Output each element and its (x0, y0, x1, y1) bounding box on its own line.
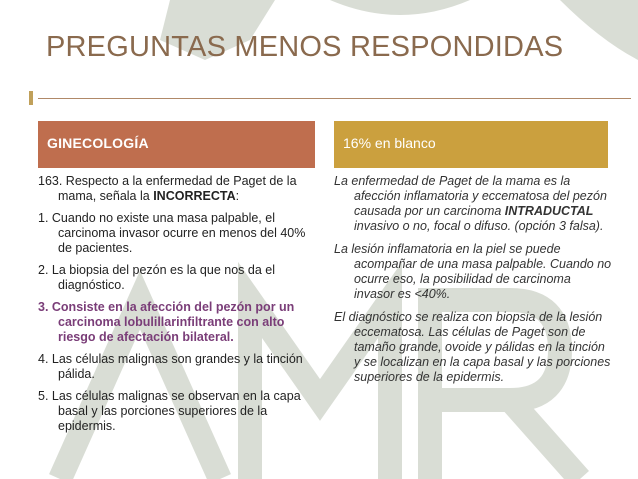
section-header-label: GINECOLOGÍA (47, 135, 149, 151)
explanation-text: invasivo o no, focal o difuso. (opción 3 falsa). (354, 219, 604, 233)
question-text (38, 174, 316, 204)
section-header-gynecology (38, 121, 315, 168)
explanation-emphasis: INTRADUCTAL (504, 204, 594, 218)
option-item: 1. Cuando no existe una masa palpable, el carcinoma invasor ocurre en menos del 40% de pacientes. (38, 211, 306, 255)
explanation-text: La enfermedad de Paget de la mama es la afección inflamatoria y eccematosa del pezón causada por un carcinoma (334, 174, 607, 218)
title-divider (38, 98, 631, 99)
option-item: 4. Las células malignas son grandes y la tinción pálida. (38, 352, 303, 381)
explanation-paragraph: El diagnóstico se realiza con biopsia de la lesión eccematosa. Las células de Paget son de tamaño grande, ovoide y pálidas en la tinción y se localizan en la capa basal y las porciones superiores de la epidermis. (334, 310, 611, 384)
option-item: 2. La biopsia del pezón es la que nos da el diagnóstico. (38, 263, 275, 292)
question-emphasis: INCORRECTA (153, 189, 236, 203)
question-suffix: : (235, 189, 240, 203)
question-column (38, 174, 316, 441)
section-header-blank-rate (334, 121, 608, 168)
correct-answer-option: 3. Consiste en la afección del pezón por un carcinoma lobulillarinfiltrante con alto riesgo de afectación bilateral. (38, 300, 295, 344)
page-title: PREGUNTAS MENOS RESPONDIDAS (46, 31, 564, 63)
question-prefix: 163. Respecto a la enfermedad de Paget de la mama, señala la (38, 174, 297, 203)
title-accent-bar (29, 91, 33, 105)
explanation-paragraph: La lesión inflamatoria en la piel se puede acompañar de una masa palpable. Cuando no ocurre eso, la posibilidad de carcinoma invasor es <40%. (334, 242, 612, 301)
option-item: 5. Las células malignas se observan en la capa basal y las porciones superiores de la epidermis. (38, 389, 301, 433)
explanation-paragraph (334, 174, 612, 234)
explanation-column (334, 174, 612, 393)
section-header-label: 16% en blanco (343, 135, 436, 151)
